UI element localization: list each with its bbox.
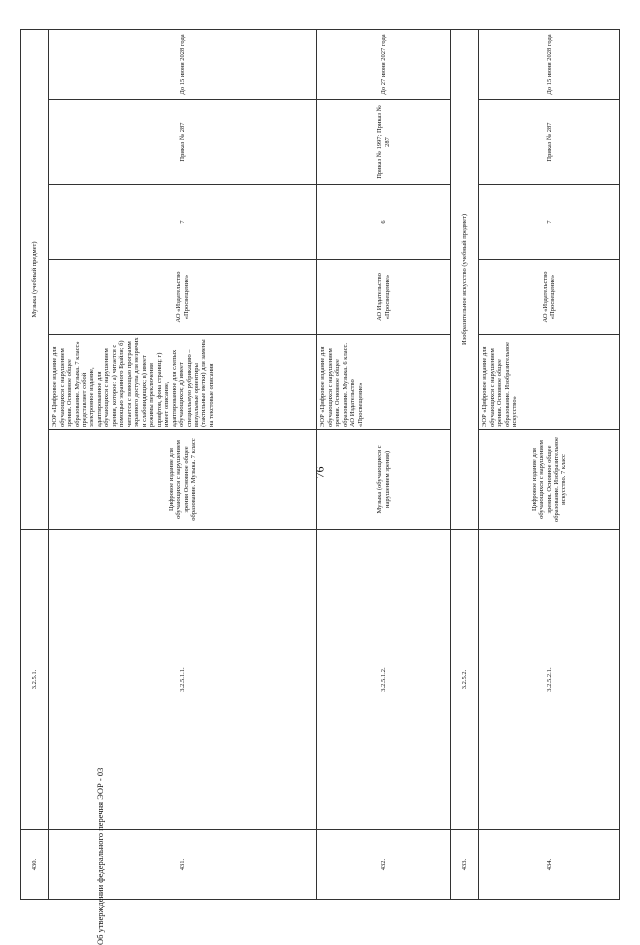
row-code: 3.2.5.2.1. — [479, 530, 620, 830]
section-row — [21, 29, 49, 899]
publisher: АО Издательство «Просвещение» — [317, 260, 451, 335]
resource-name: Цифровое издание для обучающихся с нарушением зрения Основное общее образование. Музыка. 7 класс — [49, 430, 317, 530]
resource-description: ЭОР «Цифровое издание для обучающихся с нарушением зрения. Основное общее образование. Музыка. 6 класс. АО Издательство «Просвещение» — [317, 335, 451, 430]
table-row — [479, 29, 620, 899]
row-number: 434. — [479, 830, 620, 900]
row-code: 3.2.5.2. — [451, 530, 479, 830]
table-row — [317, 29, 451, 899]
resource-name: Цифровое издание для обучающихся с нарушением зрения. Основное общее образование. Изобразительное искусство. 7 класс — [479, 430, 620, 530]
row-code: 3.2.5.1.1. — [49, 530, 317, 830]
term: До 15 июня 2028 года — [49, 29, 317, 99]
grade: 7 — [479, 185, 620, 260]
publisher: АО «Издательство «Просвещение» — [479, 260, 620, 335]
order-reference: Приказ № 287 — [49, 100, 317, 185]
row-number: 430. — [21, 830, 49, 900]
resource-description: ЭОР «Цифровое издание для обучающихся с нарушением зрения. Основное общее образование. Изобразительное искусство» — [479, 335, 620, 430]
section-title: Музыка (учебный предмет) — [21, 29, 49, 529]
rotated-table-wrapper — [20, 30, 620, 900]
section-title: Изобразительное искусство (учебный предмет) — [451, 29, 479, 529]
row-code: 3.2.5.1.2. — [317, 530, 451, 830]
order-reference: Приказ № 287 — [479, 100, 620, 185]
row-number: 432. — [317, 830, 451, 900]
page-number: 76 — [312, 466, 327, 479]
grade: 7 — [49, 185, 317, 260]
publisher: АО «Издательство «Просвещение» — [49, 260, 317, 335]
row-code: 3.2.5.1. — [21, 530, 49, 830]
term: До 27 июня 2027 года — [317, 29, 451, 99]
resource-description: ЭОР «Цифровое издание для обучающихся с нарушением зрения. Основное общее образование. Музыка. 7 класс» представляет собой электронное издание, адаптированное для обучающихся с нарушением зрения, которое: а) читается с помощью экранного Брайля; б) читается с помощью программ экранного доступа для незрячих и слабовидящих; в) имеет режимы переключения шрифтов, фона страниц; г) имеет описание, адаптированное для слепых обучающихся; д) имеет специальную рубрикацию – визуальные ориентиры (тактильные метки) для замены на текстовые описания — [49, 335, 317, 430]
section-row — [451, 29, 479, 899]
term: До 15 июня 2028 года — [479, 29, 620, 99]
row-number: 431. — [49, 830, 317, 900]
order-reference: Приказ № 1997; Приказ № 287 — [317, 100, 451, 185]
resource-name: Музыка (обучающиеся с нарушением зрения) — [317, 430, 451, 530]
row-number: 433. — [451, 830, 479, 900]
document-footer: Об утверждении федерального перечня ЭОР - 03 — [95, 767, 105, 945]
eor-list-table — [20, 29, 620, 900]
grade: 6 — [317, 185, 451, 260]
table-row — [49, 29, 317, 899]
